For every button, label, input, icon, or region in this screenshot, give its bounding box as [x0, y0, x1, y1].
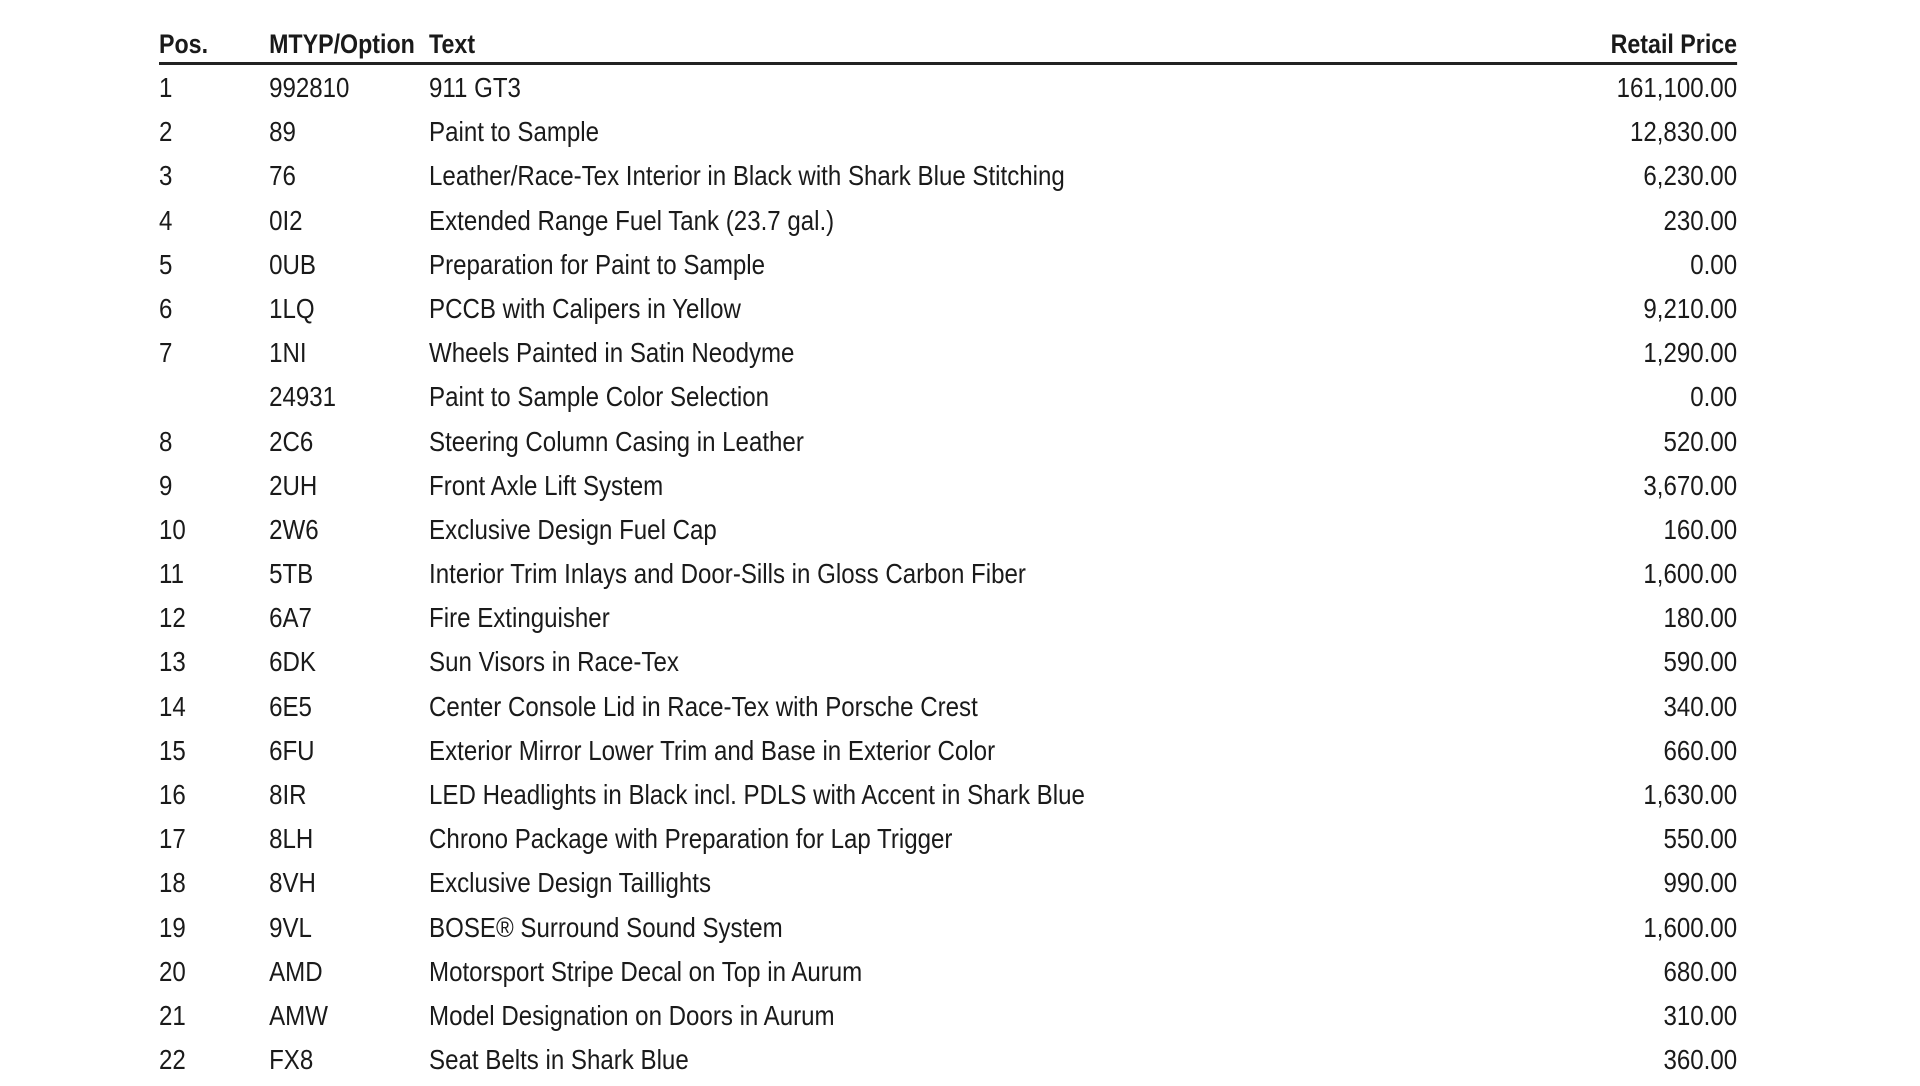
table-row [159, 639, 1737, 683]
table-row [159, 816, 1737, 860]
table-row [159, 772, 1737, 816]
table-row [159, 905, 1737, 949]
row-description: 911 GT3 [429, 72, 521, 103]
row-pos: 6 [159, 292, 173, 324]
row-price: 180.00 [1663, 602, 1738, 634]
row-description: Exclusive Design Taillights [429, 867, 711, 899]
row-pos: 16 [159, 779, 186, 810]
header-retail-price: Retail Price [1610, 29, 1738, 59]
row-description: PCCB with Calipers in Yellow [429, 292, 741, 324]
row-pos: 3 [159, 160, 173, 192]
row-price: 1,600.00 [1643, 911, 1738, 943]
row-pos: 4 [159, 204, 173, 236]
row-price: 660.00 [1663, 734, 1738, 766]
row-option-code: 6E5 [269, 690, 312, 722]
row-pos: 14 [159, 690, 186, 722]
table-row [159, 463, 1737, 507]
header-text: Text [429, 29, 476, 59]
table-row [159, 153, 1737, 197]
table-row [159, 860, 1737, 904]
row-price: 3,670.00 [1643, 469, 1738, 501]
row-pos: 7 [159, 337, 173, 369]
row-price: 360.00 [1663, 1044, 1738, 1076]
table-body [159, 65, 1737, 1081]
row-price: 590.00 [1663, 646, 1738, 678]
row-description: Leather/Race-Tex Interior in Black with Shark Blue Stitching [429, 160, 1065, 192]
row-price: 310.00 [1663, 999, 1738, 1031]
row-price: 1,630.00 [1643, 779, 1738, 810]
row-description: Front Axle Lift System [429, 469, 664, 501]
table-row [159, 374, 1737, 418]
row-price: 161,100.00 [1616, 72, 1738, 103]
row-price: 550.00 [1663, 823, 1738, 855]
header-pos: Pos. [159, 29, 209, 59]
row-description: Exterior Mirror Lower Trim and Base in Exterior Color [429, 734, 996, 766]
row-price: 12,830.00 [1629, 116, 1738, 148]
row-pos: 21 [159, 999, 186, 1031]
row-description: Preparation for Paint to Sample [429, 248, 766, 280]
row-option-code: 992810 [269, 72, 350, 103]
row-description: LED Headlights in Black incl. PDLS with Accent in Shark Blue [429, 779, 1085, 810]
table-row [159, 949, 1737, 993]
row-option-code: 0I2 [269, 204, 303, 236]
row-price: 340.00 [1663, 690, 1738, 722]
table-row [159, 198, 1737, 242]
row-pos: 2 [159, 116, 173, 148]
row-description: Seat Belts in Shark Blue [429, 1044, 689, 1076]
row-pos: 22 [159, 1044, 186, 1076]
row-description: BOSE® Surround Sound System [429, 911, 783, 943]
row-pos: 18 [159, 867, 186, 899]
row-option-code: 8LH [269, 823, 314, 855]
table-row [159, 109, 1737, 153]
row-description: Interior Trim Inlays and Door-Sills in Gloss Carbon Fiber [429, 558, 1026, 590]
row-description: Fire Extinguisher [429, 602, 610, 634]
row-description: Steering Column Casing in Leather [429, 425, 804, 457]
row-pos: 9 [159, 469, 173, 501]
row-description: Exclusive Design Fuel Cap [429, 513, 717, 545]
row-option-code: 76 [269, 160, 296, 192]
table-row [159, 65, 1737, 109]
row-option-code: 6A7 [269, 602, 312, 634]
row-pos: 12 [159, 602, 186, 634]
table-row [159, 507, 1737, 551]
row-price: 0.00 [1690, 248, 1738, 280]
row-option-code: 1LQ [269, 292, 315, 324]
row-price: 1,600.00 [1643, 558, 1738, 590]
options-table [159, 26, 1738, 1081]
row-pos: 8 [159, 425, 173, 457]
row-price: 0.00 [1690, 381, 1738, 413]
row-pos: 13 [159, 646, 186, 678]
row-price: 9,210.00 [1643, 292, 1738, 324]
row-option-code: 6FU [269, 734, 315, 766]
row-option-code: AMW [269, 999, 328, 1031]
row-pos: 15 [159, 734, 186, 766]
row-option-code: AMD [269, 955, 323, 987]
row-description: Extended Range Fuel Tank (23.7 gal.) [429, 204, 835, 236]
row-option-code: 6DK [269, 646, 316, 678]
row-pos: 17 [159, 823, 186, 855]
row-price: 230.00 [1663, 204, 1738, 236]
table-row [159, 993, 1737, 1037]
row-pos: 5 [159, 248, 173, 280]
table-row [159, 551, 1737, 595]
row-price: 160.00 [1663, 513, 1738, 545]
row-description: Center Console Lid in Race-Tex with Porsche Crest [429, 690, 978, 722]
row-pos: 11 [159, 558, 185, 590]
row-option-code: 0UB [269, 248, 316, 280]
row-option-code: 8IR [269, 779, 307, 810]
row-description: Chrono Package with Preparation for Lap Trigger [429, 823, 953, 855]
row-pos: 20 [159, 955, 186, 987]
row-option-code: 24931 [269, 381, 337, 413]
row-description: Sun Visors in Race-Tex [429, 646, 679, 678]
header-option-code: MTYP/Option [269, 29, 415, 59]
row-option-code: 2W6 [269, 513, 319, 545]
row-description: Motorsport Stripe Decal on Top in Aurum [429, 955, 863, 987]
table-row [159, 684, 1737, 728]
table-header [159, 26, 1737, 65]
row-description: Paint to Sample [429, 116, 600, 148]
table-row [159, 242, 1737, 286]
row-description: Wheels Painted in Satin Neodyme [429, 337, 795, 369]
row-option-code: 9VL [269, 911, 312, 943]
row-option-code: 1NI [269, 337, 307, 369]
row-option-code: 8VH [269, 867, 316, 899]
row-price: 990.00 [1663, 867, 1738, 899]
row-description: Paint to Sample Color Selection [429, 381, 770, 413]
row-description: Model Designation on Doors in Aurum [429, 999, 835, 1031]
row-pos: 19 [159, 911, 186, 943]
table-row [159, 330, 1737, 374]
table-row [159, 286, 1737, 330]
row-price: 680.00 [1663, 955, 1738, 987]
row-option-code: 89 [269, 116, 296, 148]
row-price: 1,290.00 [1643, 337, 1738, 369]
row-option-code: 2C6 [269, 425, 314, 457]
row-option-code: FX8 [269, 1044, 314, 1076]
row-price: 6,230.00 [1643, 160, 1738, 192]
row-pos: 1 [159, 72, 173, 103]
table-row [159, 728, 1737, 772]
table-row [159, 595, 1737, 639]
row-pos: 10 [159, 513, 186, 545]
row-price: 520.00 [1663, 425, 1738, 457]
row-option-code: 2UH [269, 469, 318, 501]
row-option-code: 5TB [269, 558, 314, 590]
table-row [159, 1037, 1737, 1081]
table-row [159, 419, 1737, 463]
